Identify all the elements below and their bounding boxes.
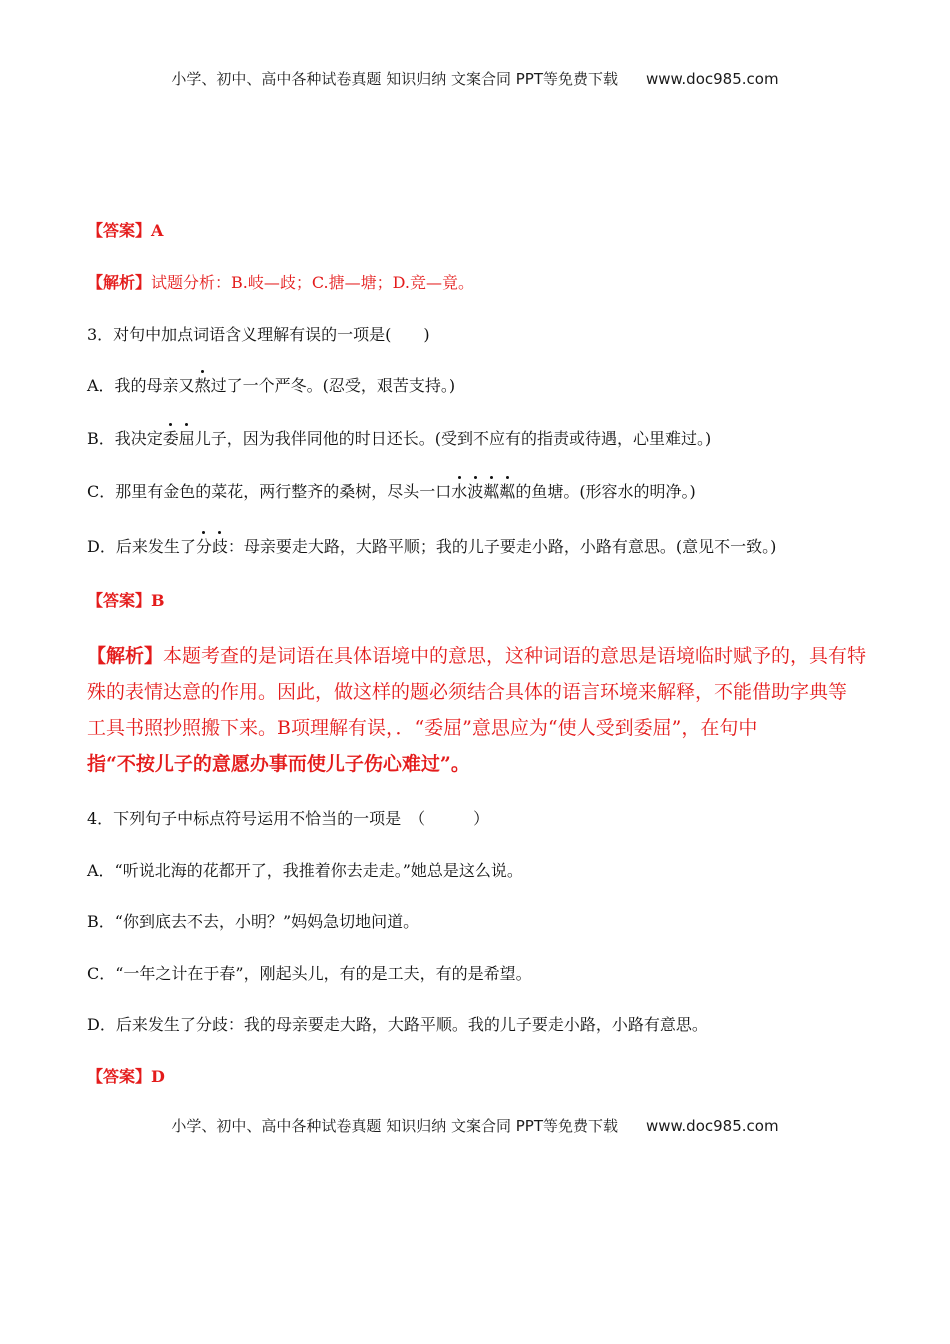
q3-analysis-line-1 bbox=[87, 638, 867, 674]
q3-a-post: 过了一个严冬。(忍受，艰苦支持。) bbox=[210, 376, 456, 395]
q3-c-dotted-char-1: 水 bbox=[451, 480, 467, 504]
q3-option-a bbox=[87, 374, 455, 398]
q2-answer bbox=[87, 219, 163, 243]
q2-answer-value: A bbox=[151, 221, 164, 240]
q3-option-c bbox=[87, 480, 696, 504]
q3-a-dotted: 熬 bbox=[195, 374, 211, 398]
q3-d-dotted-char-2: 歧 bbox=[212, 535, 228, 559]
q3-c-dotted-char-2: 波 bbox=[467, 480, 483, 504]
q3-answer-tag: 【答案】 bbox=[87, 591, 152, 610]
q3-b-dotted bbox=[163, 429, 195, 448]
q3-c-pre: C．那里有金色的菜花，两行整齐的桑树，尽头一口 bbox=[87, 482, 452, 501]
q3-b-post: 儿子，因为我伴同他的时日还长。(受到不应有的指责或待遇，心里难过。) bbox=[194, 429, 712, 448]
q3-b-pre: B．我决定 bbox=[87, 429, 163, 448]
q4-stem: 4．下列句子中标点符号运用不恰当的一项是 （ ） bbox=[87, 809, 490, 828]
q3-analysis-line-2: 殊的表情达意的作用。因此，做这样的题必须结合具体的语言环境来解释，不能借助字典等 bbox=[87, 681, 848, 703]
q3-c-dotted-char-3: 粼 bbox=[483, 480, 499, 504]
q3-c-post: 的鱼塘。(形容水的明净。) bbox=[515, 482, 696, 501]
q3-d-dotted bbox=[196, 537, 228, 556]
footer-text: 小学、初中、高中各种试卷真题 知识归纳 文案合同 PPT等免费下载 bbox=[171, 1117, 618, 1135]
q3-b-dotted-char-1: 委 bbox=[163, 427, 179, 451]
q3-d-post: ：母亲要走大路，大路平顺；我的儿子要走小路，小路有意思。(意见不一致。) bbox=[227, 537, 777, 556]
page-header bbox=[0, 68, 950, 89]
q4-answer-tag: 【答案】 bbox=[87, 1067, 152, 1086]
q3-analysis-line-1-text: 本题考查的是词语在具体语境中的意思，这种词语的意思是语境临时赋予的，具有特 bbox=[163, 645, 867, 667]
q3-analysis-line-4: 指“不按儿子的意愿办事而使儿子伤心难过”。 bbox=[87, 753, 470, 775]
q3-option-d bbox=[87, 535, 776, 559]
q4-option-a: A．“听说北海的花都开了，我推着你去走走。”她总是这么说。 bbox=[87, 861, 523, 880]
q2-analysis bbox=[87, 271, 474, 295]
header-url: www.doc985.com bbox=[645, 70, 779, 88]
q3-stem: 3．对句中加点词语含义理解有误的一项是( ) bbox=[87, 325, 430, 344]
header-text: 小学、初中、高中各种试卷真题 知识归纳 文案合同 PPT等免费下载 bbox=[171, 70, 618, 88]
q3-d-dotted-char-1: 分 bbox=[196, 535, 212, 559]
q4-answer-value: D bbox=[151, 1067, 165, 1086]
page-footer bbox=[0, 1115, 950, 1136]
q4-option-b: B．“你到底去不去，小明？”妈妈急切地问道。 bbox=[87, 912, 420, 931]
footer-url: www.doc985.com bbox=[645, 1117, 779, 1135]
q3-a-pre: A．我的母亲又 bbox=[87, 376, 195, 395]
q3-answer bbox=[87, 589, 165, 613]
q3-c-dotted-char-4: 粼 bbox=[499, 480, 515, 504]
q2-analysis-tag: 【解析】 bbox=[87, 273, 152, 292]
q3-b-dotted-char-2: 屈 bbox=[179, 427, 195, 451]
q3-analysis-tag: 【解析】 bbox=[87, 645, 164, 667]
q3-answer-value: B bbox=[151, 591, 165, 610]
q3-analysis-line-3: 工具书照抄照搬下来。B项理解有误，．“委屈”意思应为“使人受到委屈”，在句中 bbox=[87, 717, 758, 739]
q4-option-d: D．后来发生了分歧：我的母亲要走大路，大路平顺。我的儿子要走小路，小路有意思。 bbox=[87, 1015, 708, 1034]
q3-c-dotted bbox=[451, 482, 515, 501]
q3-analysis bbox=[87, 638, 867, 782]
q4-option-c: C．“一年之计在于春”，刚起头儿，有的是工夫，有的是希望。 bbox=[87, 964, 532, 983]
q2-analysis-text: 试题分析：B.岐—歧；C.搪—塘；D.竞—竟。 bbox=[151, 273, 474, 292]
q2-answer-tag: 【答案】 bbox=[87, 221, 152, 240]
q3-d-pre: D．后来发生了 bbox=[87, 537, 196, 556]
q4-answer bbox=[87, 1065, 165, 1089]
q3-option-b bbox=[87, 427, 711, 451]
